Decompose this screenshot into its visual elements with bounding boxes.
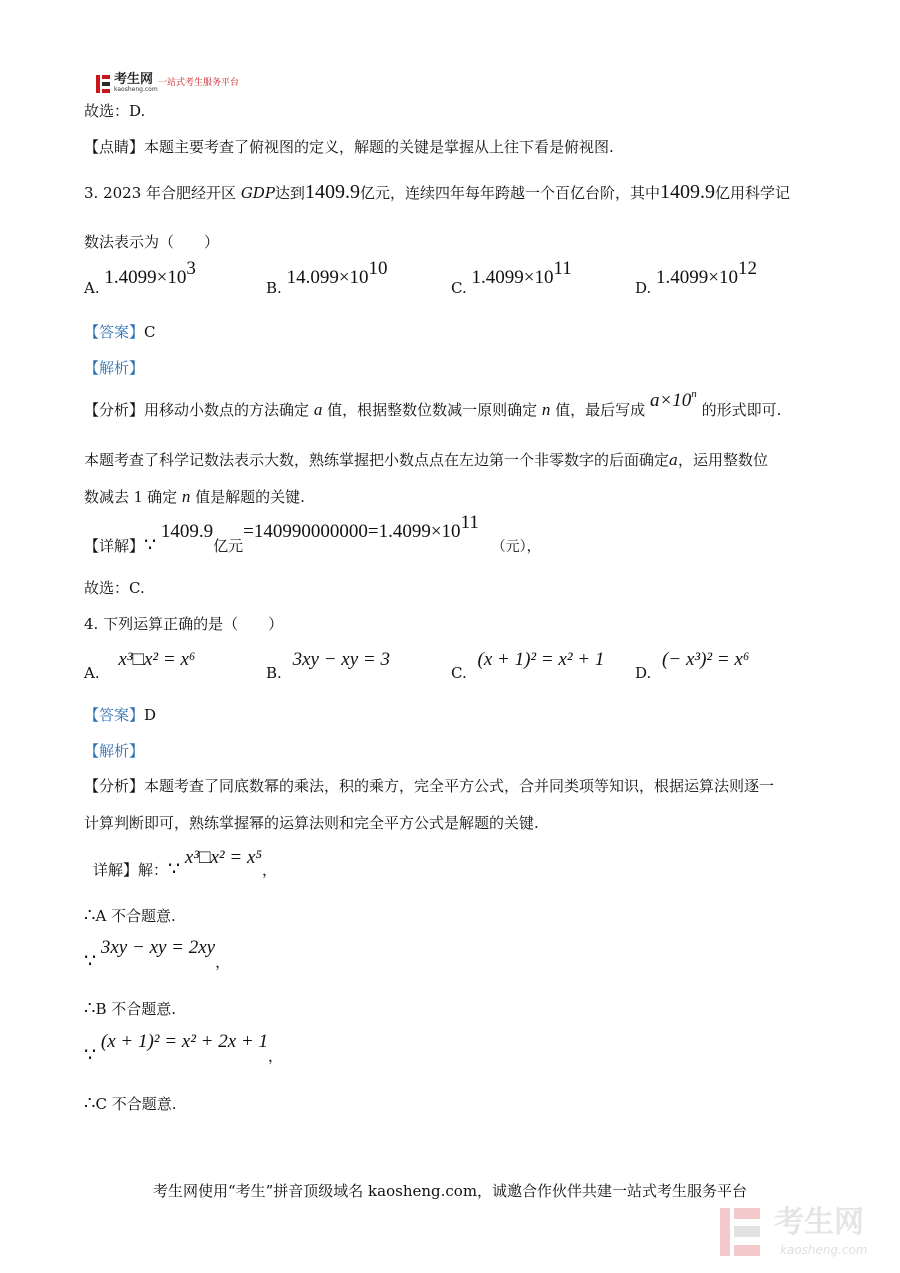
conclusion-b: B 不合题意. xyxy=(95,1000,177,1018)
q3-option-c xyxy=(451,258,572,297)
option-letter: A. xyxy=(84,664,100,682)
q3-option-a xyxy=(84,258,196,297)
q4-option-b xyxy=(266,649,390,682)
conclusion-c: C 不合题意. xyxy=(95,1095,177,1113)
therefore-symbol: ∴ xyxy=(84,998,96,1019)
review-line2-c: 值是解题的关键. xyxy=(195,488,305,506)
option-letter: D. xyxy=(635,664,652,682)
detail-unit: 亿元 xyxy=(213,537,244,555)
option-letter: B. xyxy=(266,664,282,682)
q3-stem-d: 亿用科学记 xyxy=(714,184,790,202)
dianjing-text: 本题主要考查了俯视图的定义，解题的关键是掌握从上往下看是俯视图. xyxy=(144,138,614,156)
page-footer: 考生网使用“考生”拼音顶级域名 kaosheng.com，诚邀合作伙伴共建一站式考生服务平台 xyxy=(152,1182,748,1200)
q3-stem-line2: 数法表示为（ ） xyxy=(84,233,220,251)
q4-stem: 4. 下列运算正确的是（ ） xyxy=(84,615,284,633)
q4-concl-c xyxy=(84,1095,176,1113)
review-line2-b: 确定 xyxy=(147,488,178,506)
q3-stem-a: 3. 2023 年合肥经开区 xyxy=(84,184,237,202)
logo-name: 考生网 xyxy=(114,72,154,87)
answer-value: D xyxy=(144,706,157,724)
watermark-name: 考生网 xyxy=(774,1205,864,1240)
q3-review-line2 xyxy=(84,488,305,505)
option-letter: C. xyxy=(451,664,467,682)
fenxi-b: 值，根据整数位数减一原则确定 xyxy=(327,401,538,419)
option-expr: 14.099×10 xyxy=(286,267,369,288)
q4-detail-line xyxy=(93,847,278,880)
q4-detail-2 xyxy=(84,937,231,972)
watermark-logo-icon xyxy=(718,1204,770,1260)
fenxi-label: 【分析】 xyxy=(84,777,145,795)
q3-pick: 故选：C. xyxy=(84,579,145,597)
q2-dianjing xyxy=(84,140,614,155)
q2-answer-pick: 故选：D. xyxy=(84,102,146,120)
because-symbol: ∵ xyxy=(144,534,157,556)
comma: ， xyxy=(268,1047,284,1065)
q3-stem-c: 亿元，连续四年每年跨越一个百亿台阶，其中 xyxy=(359,184,660,202)
option-letter: A. xyxy=(84,279,100,297)
q3-jiexi-label: 【解析】 xyxy=(84,359,145,377)
detail-expr-1: x³□x² = x⁵ xyxy=(184,847,262,868)
detail-expr-3: (x + 1)² = x² + 2x + 1 xyxy=(100,1031,269,1052)
q3-stem-line1 xyxy=(84,182,790,202)
detail-num: 1409.9 xyxy=(160,521,214,542)
q3-num-2: 1409.9 xyxy=(659,181,715,203)
q4-concl-b xyxy=(84,1000,176,1018)
review-line2-a: 数减去 xyxy=(84,488,130,506)
option-expr: 1.4099×10 xyxy=(104,267,187,288)
q3-num: 1409.9 xyxy=(304,181,360,203)
fenxi-c: 值，最后写成 xyxy=(555,401,646,419)
option-letter: B. xyxy=(266,279,282,297)
dianjing-label: 【点睛】 xyxy=(84,138,145,156)
answer-value: C xyxy=(144,323,156,341)
var-n: n xyxy=(541,400,551,419)
comma: ， xyxy=(262,861,278,879)
q3-review-line1 xyxy=(84,453,768,468)
answer-label: 【答案】 xyxy=(84,323,145,341)
watermark-domain: kaosheng.com xyxy=(780,1243,868,1257)
option-exp: 3 xyxy=(186,258,196,279)
review-line1: 本题考查了科学记数法表示大数，熟练掌握把小数点点在左边第一个非零数字的后面确定 xyxy=(84,451,670,469)
q4-jiexi-label: 【解析】 xyxy=(84,742,145,760)
option-expr: 1.4099×10 xyxy=(471,267,554,288)
var-n: n xyxy=(181,487,191,506)
xiangjie-label: 【详解】 xyxy=(84,537,145,555)
one: 1 xyxy=(133,487,143,506)
detail-yuan: （元）， xyxy=(491,539,541,555)
option-expr: (− x³)² = x⁶ xyxy=(662,649,750,670)
q3-stem-b: 达到 xyxy=(274,184,305,202)
q3-option-b xyxy=(266,258,388,297)
q3-option-d xyxy=(635,258,758,297)
detail-expr-2: 3xy − xy = 2xy xyxy=(100,937,216,958)
q4-fenxi-line1 xyxy=(84,779,774,794)
fenxi-line1: 本题考查了同底数幂的乘法，积的乘方，完全平方公式，合并同类项等知识，根据运算法则逐一 xyxy=(144,777,775,795)
q4-answer xyxy=(84,708,156,723)
detail-eq: =140990000000=1.4099×10 xyxy=(243,521,461,542)
q4-option-c xyxy=(451,649,605,682)
option-exp: 12 xyxy=(738,258,758,279)
q4-concl-a xyxy=(84,907,176,925)
option-expr: 3xy − xy = 3 xyxy=(292,649,390,670)
logo-slogan: 一站式考生服务平台 xyxy=(158,78,240,88)
review-line1-end: ，运用整数位 xyxy=(677,451,768,469)
detail-label: 详解】解： xyxy=(93,861,169,879)
logo-domain: kaosheng.com xyxy=(114,86,158,93)
therefore-symbol: ∴ xyxy=(84,1093,96,1114)
option-exp: 10 xyxy=(368,258,388,279)
fenxi-a: 用移动小数点的方法确定 xyxy=(144,401,310,419)
q3-gdp: GDP xyxy=(240,184,275,202)
detail-exp: 11 xyxy=(460,512,479,533)
option-letter: C. xyxy=(451,279,467,297)
because-symbol: ∵ xyxy=(84,1044,97,1066)
option-expr: (x + 1)² = x² + 1 xyxy=(477,649,605,670)
answer-label: 【答案】 xyxy=(84,706,145,724)
form-exp: n xyxy=(691,388,697,400)
therefore-symbol: ∴ xyxy=(84,905,96,926)
conclusion-a: A 不合题意. xyxy=(95,907,176,925)
q3-answer xyxy=(84,325,156,340)
option-expr: x³□x² = x⁶ xyxy=(118,649,196,670)
header-logo xyxy=(96,73,266,95)
q4-option-a xyxy=(84,649,196,682)
option-exp: 11 xyxy=(553,258,572,279)
form-base: a×10 xyxy=(649,390,692,411)
var-a: a xyxy=(313,400,323,419)
because-symbol: ∵ xyxy=(84,950,97,972)
q4-option-d xyxy=(635,649,750,682)
q3-fenxi xyxy=(84,388,782,419)
option-letter: D. xyxy=(635,279,652,297)
var-a: a xyxy=(669,451,678,469)
q3-detail xyxy=(84,512,541,556)
q4-detail-3 xyxy=(84,1031,284,1066)
comma: ， xyxy=(215,953,231,971)
q4-fenxi-line2: 计算判断即可，熟练掌握幂的运算法则和完全平方公式是解题的关键. xyxy=(84,814,539,832)
fenxi-d: 的形式即可. xyxy=(701,401,782,419)
watermark xyxy=(718,1204,888,1260)
because-symbol: ∵ xyxy=(168,858,181,880)
option-expr: 1.4099×10 xyxy=(656,267,739,288)
fenxi-label: 【分析】 xyxy=(84,401,145,419)
